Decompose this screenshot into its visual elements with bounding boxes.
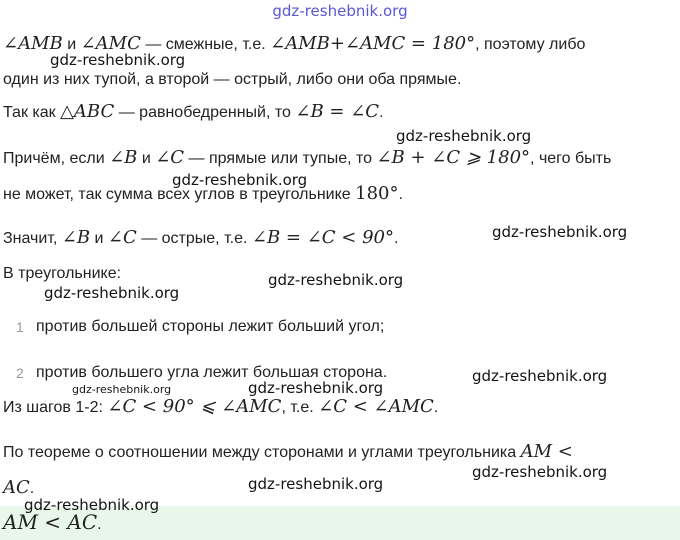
math: △ABC xyxy=(60,101,115,122)
math: ∠AMB xyxy=(3,33,63,54)
text: . xyxy=(379,104,384,121)
math: ∠C xyxy=(155,147,185,168)
math: ∠B = ∠C xyxy=(295,101,380,122)
text: , чего быть xyxy=(530,150,612,167)
text: . xyxy=(97,516,102,533)
text: не может, так сумма всех углов в треугольнике xyxy=(3,186,356,203)
list-item: против большего угла лежит большая сторона. xyxy=(36,364,388,381)
watermark-text: gdz-reshebnik.org xyxy=(72,383,172,396)
text: Значит, xyxy=(3,230,62,247)
text: . xyxy=(398,186,403,203)
text: и xyxy=(90,230,108,247)
text: . xyxy=(29,480,35,497)
text: — смежные, т.е. xyxy=(140,36,271,53)
line-obtuse-or-right xyxy=(3,68,461,92)
math: ∠B xyxy=(109,147,138,168)
math: AM < xyxy=(520,441,573,462)
math: ∠B + ∠C ⩾ 180° xyxy=(376,147,531,168)
watermark-text: gdz-reshebnik.org xyxy=(172,171,308,189)
watermark-text: gdz-reshebnik.org xyxy=(472,367,608,385)
math: 180° xyxy=(355,183,399,204)
watermark-text: gdz-reshebnik.org xyxy=(248,475,384,493)
text: , поэтому либо xyxy=(475,36,586,53)
watermark-text: gdz-reshebnik.org xyxy=(50,51,186,69)
math: AM < AC xyxy=(3,510,98,534)
watermark-text: gdz-reshebnik.org xyxy=(396,127,532,145)
math: ∠C < ∠AMC xyxy=(318,396,434,417)
text: . xyxy=(433,399,439,416)
list-number: 1 xyxy=(16,319,24,335)
text: Причём, если xyxy=(3,150,110,167)
text: и xyxy=(62,36,81,53)
line-acute-angles xyxy=(3,226,398,251)
text: . xyxy=(393,230,399,247)
math: ∠B = ∠C < 90° xyxy=(251,227,394,248)
watermark-text: gdz-reshebnik.org xyxy=(248,379,384,397)
text: Так как xyxy=(3,104,61,121)
math: ∠C < 90° ⩽ ∠AMC xyxy=(107,396,282,417)
line-in-triangle xyxy=(3,262,121,286)
text: , т.е. xyxy=(281,399,319,416)
math: AC xyxy=(3,477,30,498)
text: По теореме о соотношении между сторонами и углами треугольника xyxy=(3,444,521,461)
watermark-text: gdz-reshebnik.org xyxy=(24,496,160,514)
answer-line xyxy=(3,510,102,537)
text: один из них тупой, а второй — острый, либо они оба прямые. xyxy=(3,71,462,88)
text: В треугольнике: xyxy=(3,265,122,282)
line-from-steps xyxy=(3,395,438,420)
text: и xyxy=(137,150,156,167)
list-number: 2 xyxy=(16,365,24,381)
text: — острые, т.е. xyxy=(136,230,252,247)
watermark-text: gdz-reshebnik.org xyxy=(268,271,404,289)
list-item: против большей стороны лежит больший угол; xyxy=(36,318,385,335)
top-watermark: gdz-reshebnik.org xyxy=(272,2,408,20)
text: Из шагов 1-2: xyxy=(3,399,108,416)
line-if-right-or-obtuse xyxy=(3,146,611,171)
math: ∠C xyxy=(107,227,137,248)
line-isosceles xyxy=(3,100,384,125)
text: — равнобедренный, то xyxy=(114,104,296,121)
math: ∠B xyxy=(61,227,91,248)
math: ∠AMB+∠AMC = 180° xyxy=(270,33,476,54)
watermark-text: gdz-reshebnik.org xyxy=(472,463,608,481)
line-theorem xyxy=(3,440,573,465)
text: — прямые или тупые, то xyxy=(184,150,377,167)
math: ∠AMC xyxy=(80,33,141,54)
watermark-text: gdz-reshebnik.org xyxy=(44,284,180,302)
watermark-text: gdz-reshebnik.org xyxy=(492,223,628,241)
